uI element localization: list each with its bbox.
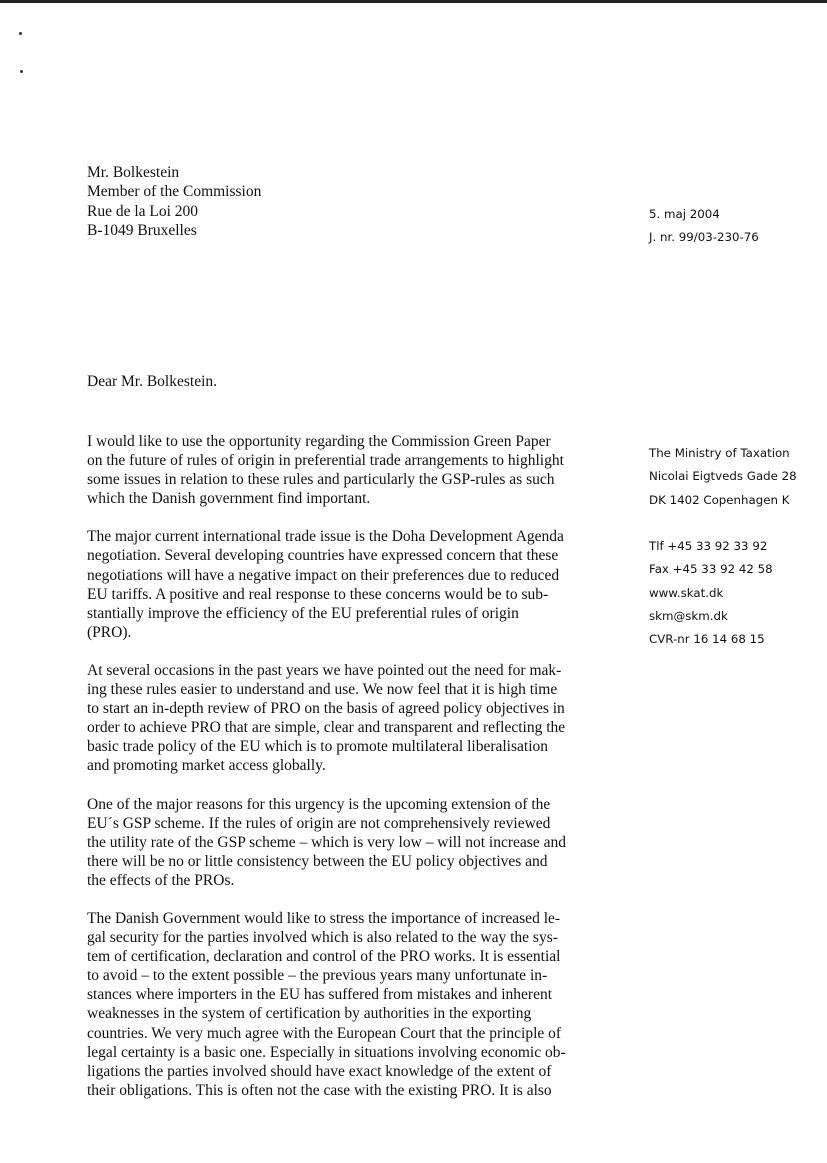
letter-date: 5. maj 2004 bbox=[649, 207, 720, 221]
body-line: tem of certification, declaration and control of the PRO works. It is essential bbox=[87, 948, 561, 966]
scan-speck bbox=[20, 70, 23, 73]
scan-top-border bbox=[0, 0, 827, 3]
sender-address bbox=[649, 442, 797, 512]
journal-number: J. nr. 99/03-230-76 bbox=[649, 230, 759, 245]
sender-name: The Ministry of Taxation bbox=[649, 446, 790, 460]
body-line: I would like to use the opportunity regarding the Commission Green Paper bbox=[87, 433, 551, 450]
body-line: gal security for the parties involved which is also related to the way the sys- bbox=[87, 929, 558, 947]
body-line: ing these rules easier to understand and use. We now feel that it is high time bbox=[87, 681, 558, 699]
paragraph bbox=[87, 527, 617, 642]
body-line: order to achieve PRO that are simple, clear and transparent and reflecting the bbox=[87, 719, 566, 737]
body-line: there will be no or little consistency between the EU policy objectives and bbox=[87, 852, 548, 870]
paragraph bbox=[87, 661, 617, 776]
body-line: negotiations will have a negative impact on their preferences due to reduced bbox=[87, 566, 560, 584]
sender-cvr: CVR-nr 16 14 68 15 bbox=[649, 632, 765, 647]
paragraph bbox=[87, 909, 617, 1100]
body-line: legal certainty is a basic one. Especially in situations involving economic ob- bbox=[87, 1043, 566, 1061]
body-line: EU´s GSP scheme. If the rules of origin are not comprehensively reviewed bbox=[87, 814, 551, 832]
body-line: to avoid – to the extent possible – the previous years many unfortunate in- bbox=[87, 967, 548, 985]
body-line: The Danish Government would like to stress the importance of increased le- bbox=[87, 909, 561, 927]
body-line: One of the major reasons for this urgency is the upcoming extension of the bbox=[87, 795, 551, 813]
sender-email: skm@skm.dk bbox=[649, 608, 728, 623]
body-line: basic trade policy of the EU which is to promote multilateral liberalisation bbox=[87, 738, 548, 756]
sender-street: Nicolai Eigtveds Gade 28 bbox=[649, 469, 797, 484]
body-line: the effects of the PROs. bbox=[87, 871, 235, 889]
body-line: (PRO). bbox=[87, 623, 132, 641]
letter-body bbox=[87, 432, 617, 1119]
sender-phone: Tlf +45 33 92 33 92 bbox=[649, 539, 768, 553]
recipient-city: B-1049 Bruxelles bbox=[87, 221, 197, 239]
body-line: and promoting market access globally. bbox=[87, 757, 326, 775]
body-line: on the future of rules of origin in preferential trade arrangements to highlight bbox=[87, 452, 564, 470]
sender-city: DK 1402 Copenhagen K bbox=[649, 492, 790, 507]
body-line: stantially improve the efficiency of the EU preferential rules of origin bbox=[87, 604, 519, 622]
body-line: ligations the parties involved should have exact knowledge of the extent of bbox=[87, 1062, 552, 1080]
sender-contact bbox=[649, 535, 773, 651]
recipient-name: Mr. Bolkestein bbox=[87, 164, 180, 181]
body-line: the utility rate of the GSP scheme – which is very low – will not increase and bbox=[87, 833, 566, 851]
recipient-title: Member of the Commission bbox=[87, 183, 262, 201]
paragraph bbox=[87, 795, 617, 890]
paragraph bbox=[87, 432, 617, 508]
body-line: EU tariffs. A positive and real response to these concerns would be to sub- bbox=[87, 585, 549, 603]
body-line: their obligations. This is often not the case with the existing PRO. It is also bbox=[87, 1081, 552, 1099]
body-line: At several occasions in the past years we have pointed out the need for mak- bbox=[87, 661, 562, 679]
recipient-street: Rue de la Loi 200 bbox=[87, 202, 199, 220]
body-line: some issues in relation to these rules and particularly the GSP-rules as such bbox=[87, 471, 555, 489]
body-line: which the Danish government find important. bbox=[87, 490, 371, 508]
sender-web: www.skat.dk bbox=[649, 585, 724, 600]
sender-fax: Fax +45 33 92 42 58 bbox=[649, 562, 773, 577]
scan-speck bbox=[19, 32, 22, 35]
body-line: negotiation. Several developing countries have expressed concern that these bbox=[87, 547, 559, 565]
body-line: stances where importers in the EU has suffered from mistakes and inherent bbox=[87, 986, 552, 1004]
body-line: to start an in-depth review of PRO on the basis of agreed policy objectives in bbox=[87, 700, 565, 718]
recipient-address bbox=[87, 163, 261, 240]
body-line: The major current international trade issue is the Doha Development Agenda bbox=[87, 528, 564, 546]
salutation: Dear Mr. Bolkestein. bbox=[87, 373, 218, 390]
reference-block bbox=[649, 203, 759, 250]
body-line: weaknesses in the system of certification by authorities in the exporting bbox=[87, 1005, 532, 1023]
body-line: countries. We very much agree with the European Court that the principle of bbox=[87, 1024, 562, 1042]
